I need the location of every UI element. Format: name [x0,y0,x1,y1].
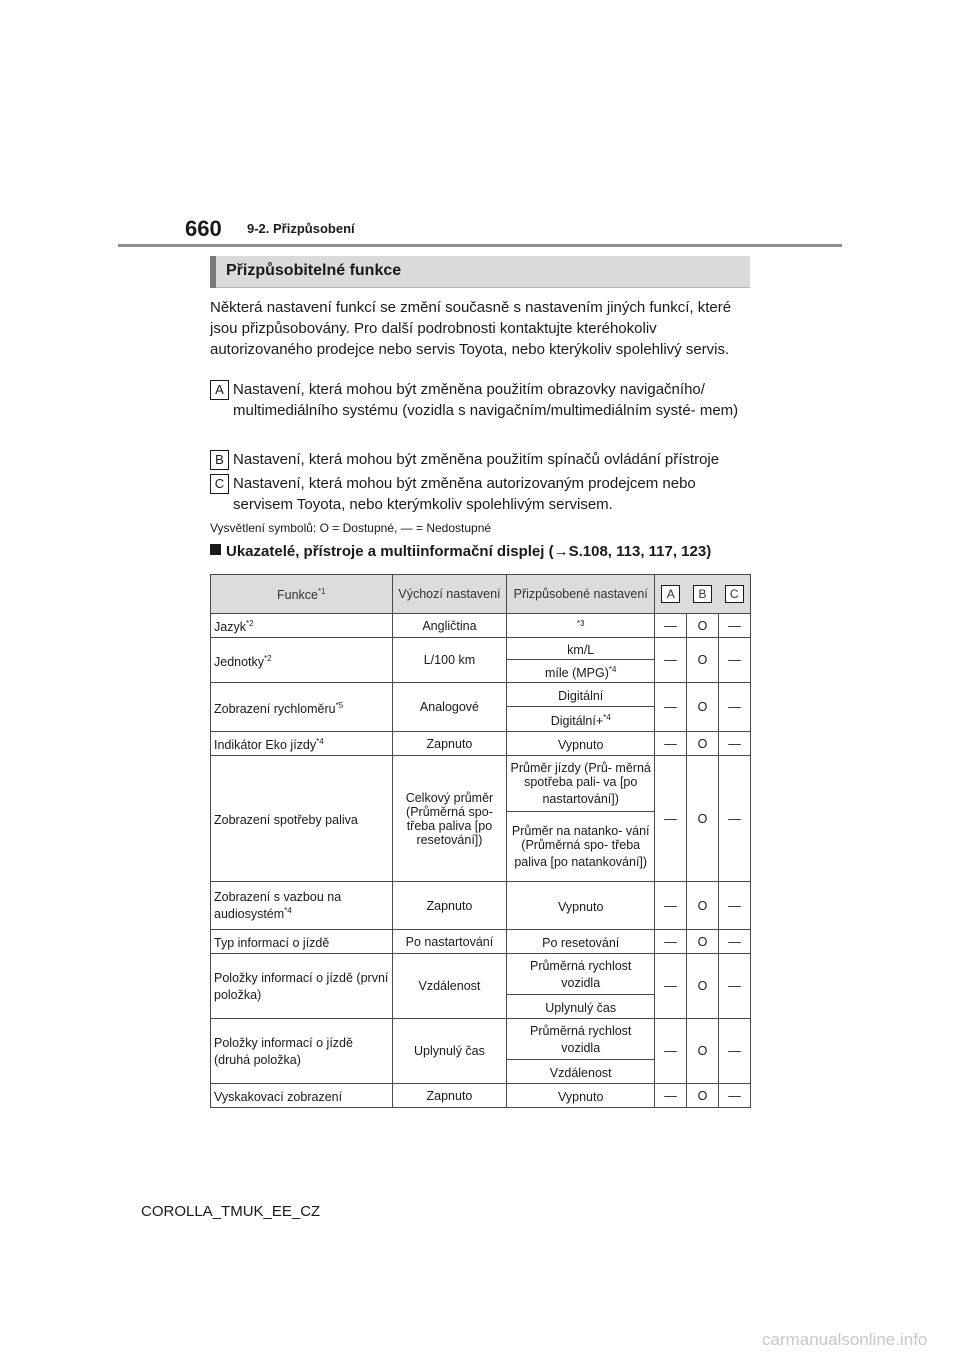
watermark: carmanualsonline.info [762,1330,928,1349]
custom-cell: Vypnuto [507,1084,655,1108]
document-code: COROLLA_TMUK_EE_CZ [141,1203,321,1220]
custom-cell: Vypnuto [507,732,655,756]
function-cell: Typ informací o jízdě [211,930,393,954]
availability-a: — [655,1084,687,1108]
subheading-text: Ukazatelé, přístroje a multiinformační displej (→S.108, 113, 117, 123) [226,543,712,560]
availability-c: — [718,1084,750,1108]
custom-cell: Vzdálenost [507,1060,655,1084]
custom-cell: míle (MPG)$^{*4}$ [507,660,655,683]
intro-paragraph: Některá nastavení funkcí se změní současně s nastavením jiných funkcí, které jsou přizpůsobovány. Pro další podrobnosti kontaktujte kteréhokoliv autorizovaného prodejce nebo servis Toyota, nebo kterýkoliv spolehlivý servis. [210,299,732,358]
availability-a: — [655,756,687,882]
custom-cell: Po resetování [507,930,655,954]
custom-cell: Digitální+$^{*4}$ [507,707,655,732]
custom-cell: Průměrná rychlost vozidla [507,1019,655,1060]
table-row [211,614,751,638]
availability-a: — [655,930,687,954]
badge-b: B [210,450,229,470]
table-row [211,1084,751,1108]
default-cell: Zapnuto [392,1084,507,1108]
header-default: Výchozí nastavení [392,575,507,614]
default-cell: Celkový průměr (Průměrná spo- třeba paliva [po resetování]) [392,756,507,882]
page-number: 660 [185,216,222,241]
header-function: Funkce$^{*1}$ [211,575,393,614]
option-a-text: Nastavení, která mohou být změněna použitím obrazovky navigačního/ multimediálního systému (vozidla s navigačním/multimediálním systé- mem) [233,381,739,419]
availability-a: — [655,683,687,732]
availability-a: — [655,954,687,1019]
availability-a: — [655,882,687,930]
default-cell: L/100 km [392,638,507,683]
function-cell: Jazyk$^{*2}$ [211,614,393,638]
availability-b: O [687,954,719,1019]
table-row [211,882,751,930]
custom-cell: Průměrná rychlost vozidla [507,954,655,995]
custom-cell: Digitální [507,683,655,707]
badge-c: C [210,474,229,494]
default-cell: Vzdálenost [392,954,507,1019]
availability-a: — [655,1019,687,1084]
custom-cell: Průměr na natanko- vání (Průměrná spo- třeba paliva [po natankování]) [507,812,655,882]
availability-c: — [718,1019,750,1084]
availability-b: O [687,638,719,683]
availability-b: O [687,1019,719,1084]
function-cell: Položky informací o jízdě (první položka) [211,954,393,1019]
default-cell: Uplynulý čas [392,1019,507,1084]
availability-c: — [718,954,750,1019]
availability-a: — [655,732,687,756]
table-row [211,732,751,756]
availability-b: O [687,614,719,638]
header-c: C [718,575,750,614]
badge-a: A [210,380,229,400]
title-accent-bar [210,256,216,288]
function-cell: Zobrazení rychloměru$^{*5}$ [211,683,393,732]
availability-a: — [655,638,687,683]
function-cell: Indikátor Eko jízdy$^{*4}$ [211,732,393,756]
custom-cell: Uplynulý čas [507,995,655,1019]
availability-c: — [718,882,750,930]
availability-a: — [655,614,687,638]
title-banner [210,256,750,288]
option-b-text: Nastavení, která mohou být změněna použitím spínačů ovládání přístroje [233,451,720,468]
table-subheading [210,543,711,560]
header-a: A [655,575,687,614]
availability-c: — [718,638,750,683]
default-cell: Zapnuto [392,882,507,930]
table-row [211,1019,751,1060]
default-cell: Analogové [392,683,507,732]
header-b: B [687,575,719,614]
availability-b: O [687,683,719,732]
option-c [210,473,755,515]
symbol-legend: Vysvětlení symbolů: O = Dostupné, — = Nedostupné [210,521,492,535]
availability-b: O [687,930,719,954]
availability-c: — [718,756,750,882]
option-b [210,449,755,470]
function-cell: Zobrazení spotřeby paliva [211,756,393,882]
availability-c: — [718,683,750,732]
option-c-text: Nastavení, která mohou být změněna autorizovaným prodejcem nebo servisem Toyota, nebo kterýmkoliv spolehlivým servisem. [233,475,696,513]
custom-cell: *3 [507,614,655,638]
default-cell: Zapnuto [392,732,507,756]
table-row [211,954,751,995]
table-row [211,683,751,707]
page-title: Přizpůsobitelné funkce [226,262,402,279]
option-a [210,379,755,421]
square-bullet-icon [210,544,221,555]
custom-cell: Vypnuto [507,882,655,930]
availability-c: — [718,930,750,954]
function-cell: Jednotky$^{*2}$ [211,638,393,683]
function-cell: Zobrazení s vazbou na audiosystém$^{*4}$ [211,882,393,930]
custom-cell: Průměr jízdy (Prů- měrná spotřeba pali- va [po nastartování]) [507,756,655,812]
availability-b: O [687,882,719,930]
default-cell: Po nastartování [392,930,507,954]
availability-b: O [687,756,719,882]
header-divider [118,244,842,247]
table-row [211,756,751,812]
availability-b: O [687,1084,719,1108]
custom-cell: km/L [507,638,655,660]
function-cell: Položky informací o jízdě (druhá položka) [211,1019,393,1084]
availability-c: — [718,732,750,756]
availability-b: O [687,732,719,756]
features-table [210,574,751,1108]
function-cell: Vyskakovací zobrazení [211,1084,393,1108]
section-heading: 9-2. Přizpůsobení [247,221,355,236]
header-custom: Přizpůsobené nastavení [507,575,655,614]
table-row [211,930,751,954]
default-cell: Angličtina [392,614,507,638]
availability-c: — [718,614,750,638]
table-row [211,638,751,660]
